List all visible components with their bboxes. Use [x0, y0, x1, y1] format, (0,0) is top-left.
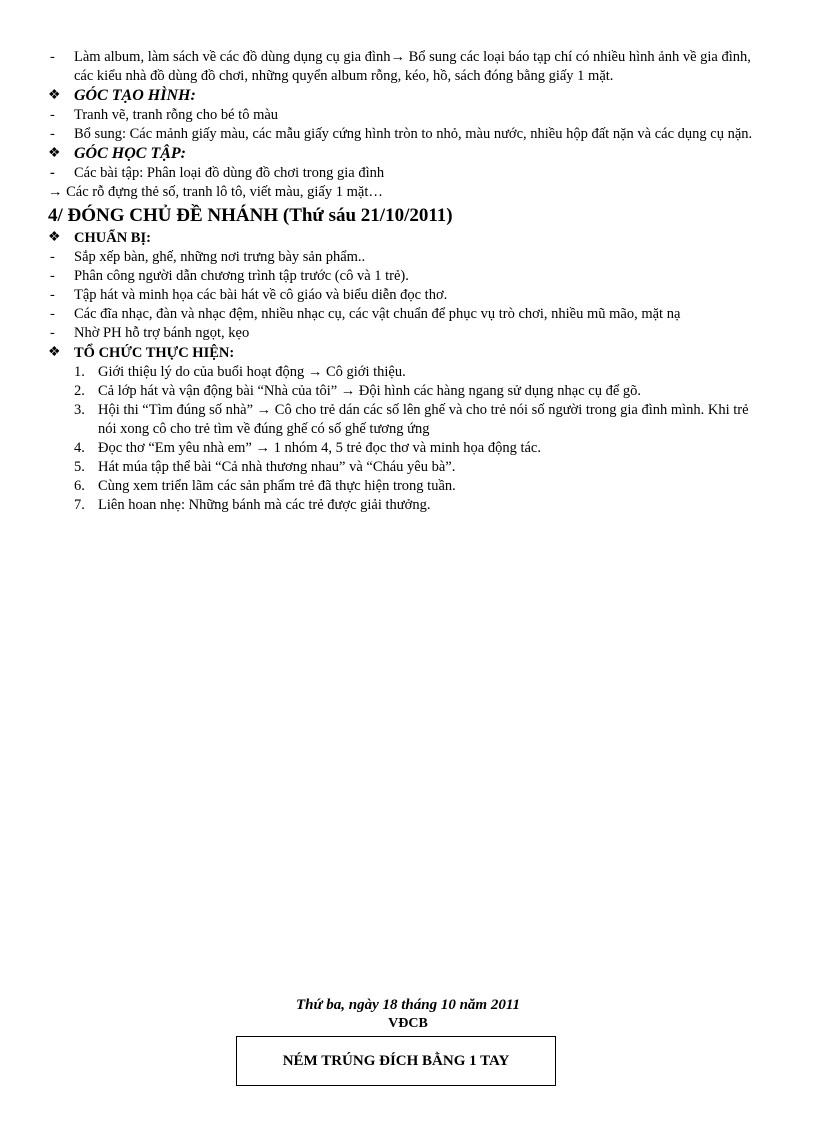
- step-text: Cùng xem triển lãm các sản phẩm trẻ đã thực hiện trong tuần.: [98, 478, 456, 494]
- step-text: Hát múa tập thể bài “Cả nhà thương nhau” và “Cháu yêu bà”.: [98, 459, 456, 475]
- lesson-title: NÉM TRÚNG ĐÍCH BẰNG 1 TAY: [282, 1052, 510, 1069]
- diamond-bullet-icon: ❖: [48, 88, 61, 103]
- lesson-date: Thứ ba, ngày 18 tháng 10 năm 2011: [295, 997, 521, 1013]
- diamond-bullet-icon: ❖: [48, 146, 61, 161]
- list-item-text: Các đĩa nhạc, đàn và nhạc đệm, nhiều nhạc cụ, các vật chuẩn để phục vụ trò chơi, nhiều mũ mão, mặt nạ: [74, 306, 681, 322]
- diamond-bullet-icon: ❖: [48, 230, 61, 245]
- list-item-text: Bổ sung: Các mảnh giấy màu, các mẫu giấy cứng hình tròn to nhỏ, màu nước, nhiều hộp đất nặn và các dụng cụ nặn.: [74, 126, 753, 142]
- heading-goc-tao-hinh: [48, 86, 770, 106]
- step-text: Liên hoan nhẹ: Những bánh mà các trẻ được giải thưởng.: [98, 497, 431, 513]
- steps-list: [48, 363, 770, 515]
- step-text: Hội thi “Tìm đúng số nhà” → Cô cho trẻ dán các số lên ghế và cho trẻ nói số người trong gia đình mình. Khi trẻ nói xong cô cho trẻ tìm về đúng ghế có số ghế tương ứng: [98, 402, 749, 437]
- list-item-text: Nhờ PH hỗ trợ bánh ngọt, kẹo: [74, 325, 250, 341]
- lesson-subject: VĐCB: [388, 1016, 428, 1031]
- list-item: [48, 305, 770, 324]
- step-item: [48, 363, 770, 382]
- lesson-title-box: [236, 1036, 556, 1086]
- step-text: Giới thiệu lý do của buổi hoạt động → Cô giới thiệu.: [98, 364, 406, 380]
- document-body: [48, 48, 770, 515]
- list-item: [48, 164, 770, 183]
- list-item: [48, 324, 770, 343]
- list-item-text: Làm album, làm sách về các đồ dùng dụng cụ gia đình→ Bổ sung các loại báo tạp chí có nhiều hình ảnh về gia đình, các kiểu nhà đồ dùng đồ chơi, những quyển album rỗng, kéo, hồ, sách đóng bằng giấy 1 mặt.: [74, 49, 751, 84]
- step-item: [48, 439, 770, 458]
- heading-text: TỔ CHỨC THỰC HIỆN:: [74, 345, 235, 361]
- list-item: [48, 286, 770, 305]
- diamond-bullet-icon: ❖: [48, 345, 61, 360]
- step-text: Cả lớp hát và vận động bài “Nhà của tôi” → Đội hình các hàng ngang sử dụng nhạc cụ để gõ.: [98, 383, 642, 399]
- step-number: 4.: [74, 440, 85, 456]
- lesson-header: [0, 995, 816, 1033]
- list-item-text: Phân công người dẫn chương trình tập trước (cô và 1 trẻ).: [74, 268, 409, 284]
- step-number: 3.: [74, 402, 85, 418]
- list-item: [48, 125, 770, 144]
- heading-text: CHUẨN BỊ:: [74, 230, 151, 246]
- step-item: [48, 382, 770, 401]
- step-text: Đọc thơ “Em yêu nhà em” → 1 nhóm 4, 5 trẻ đọc thơ và minh họa động tác.: [98, 440, 541, 456]
- list-item: [48, 248, 770, 267]
- step-number: 6.: [74, 478, 85, 494]
- list-item-text: Các bài tập: Phân loại đồ dùng đồ chơi trong gia đình: [74, 165, 385, 181]
- list-item: [48, 106, 770, 125]
- heading-goc-hoc-tap: [48, 144, 770, 164]
- step-item: [48, 458, 770, 477]
- list-item-text: Tập hát và minh họa các bài hát về cô giáo và biểu diễn đọc thơ.: [74, 287, 448, 303]
- list-item: [48, 267, 770, 286]
- heading-chuan-bi: [48, 228, 770, 248]
- step-number: 2.: [74, 383, 85, 399]
- heading-text: GÓC HỌC TẬP:: [74, 145, 186, 162]
- list-item: [48, 48, 770, 86]
- step-number: 5.: [74, 459, 85, 475]
- step-item: [48, 401, 770, 439]
- step-item: [48, 496, 770, 515]
- step-item: [48, 477, 770, 496]
- list-item-text: Sắp xếp bàn, ghế, những nơi trưng bày sản phẩm..: [74, 249, 366, 265]
- heading-to-chuc: [48, 343, 770, 363]
- step-number: 7.: [74, 497, 85, 513]
- list-item-text: Tranh vẽ, tranh rỗng cho bé tô màu: [74, 107, 279, 123]
- section-title: 4/ ĐÓNG CHỦ ĐỀ NHÁNH (Thứ sáu 21/10/2011): [48, 205, 453, 226]
- arrow-note: → Các rỗ đựng thẻ số, tranh lô tô, viết màu, giấy 1 mặt…: [48, 184, 383, 200]
- step-number: 1.: [74, 364, 85, 380]
- heading-text: GÓC TẠO HÌNH:: [74, 87, 196, 104]
